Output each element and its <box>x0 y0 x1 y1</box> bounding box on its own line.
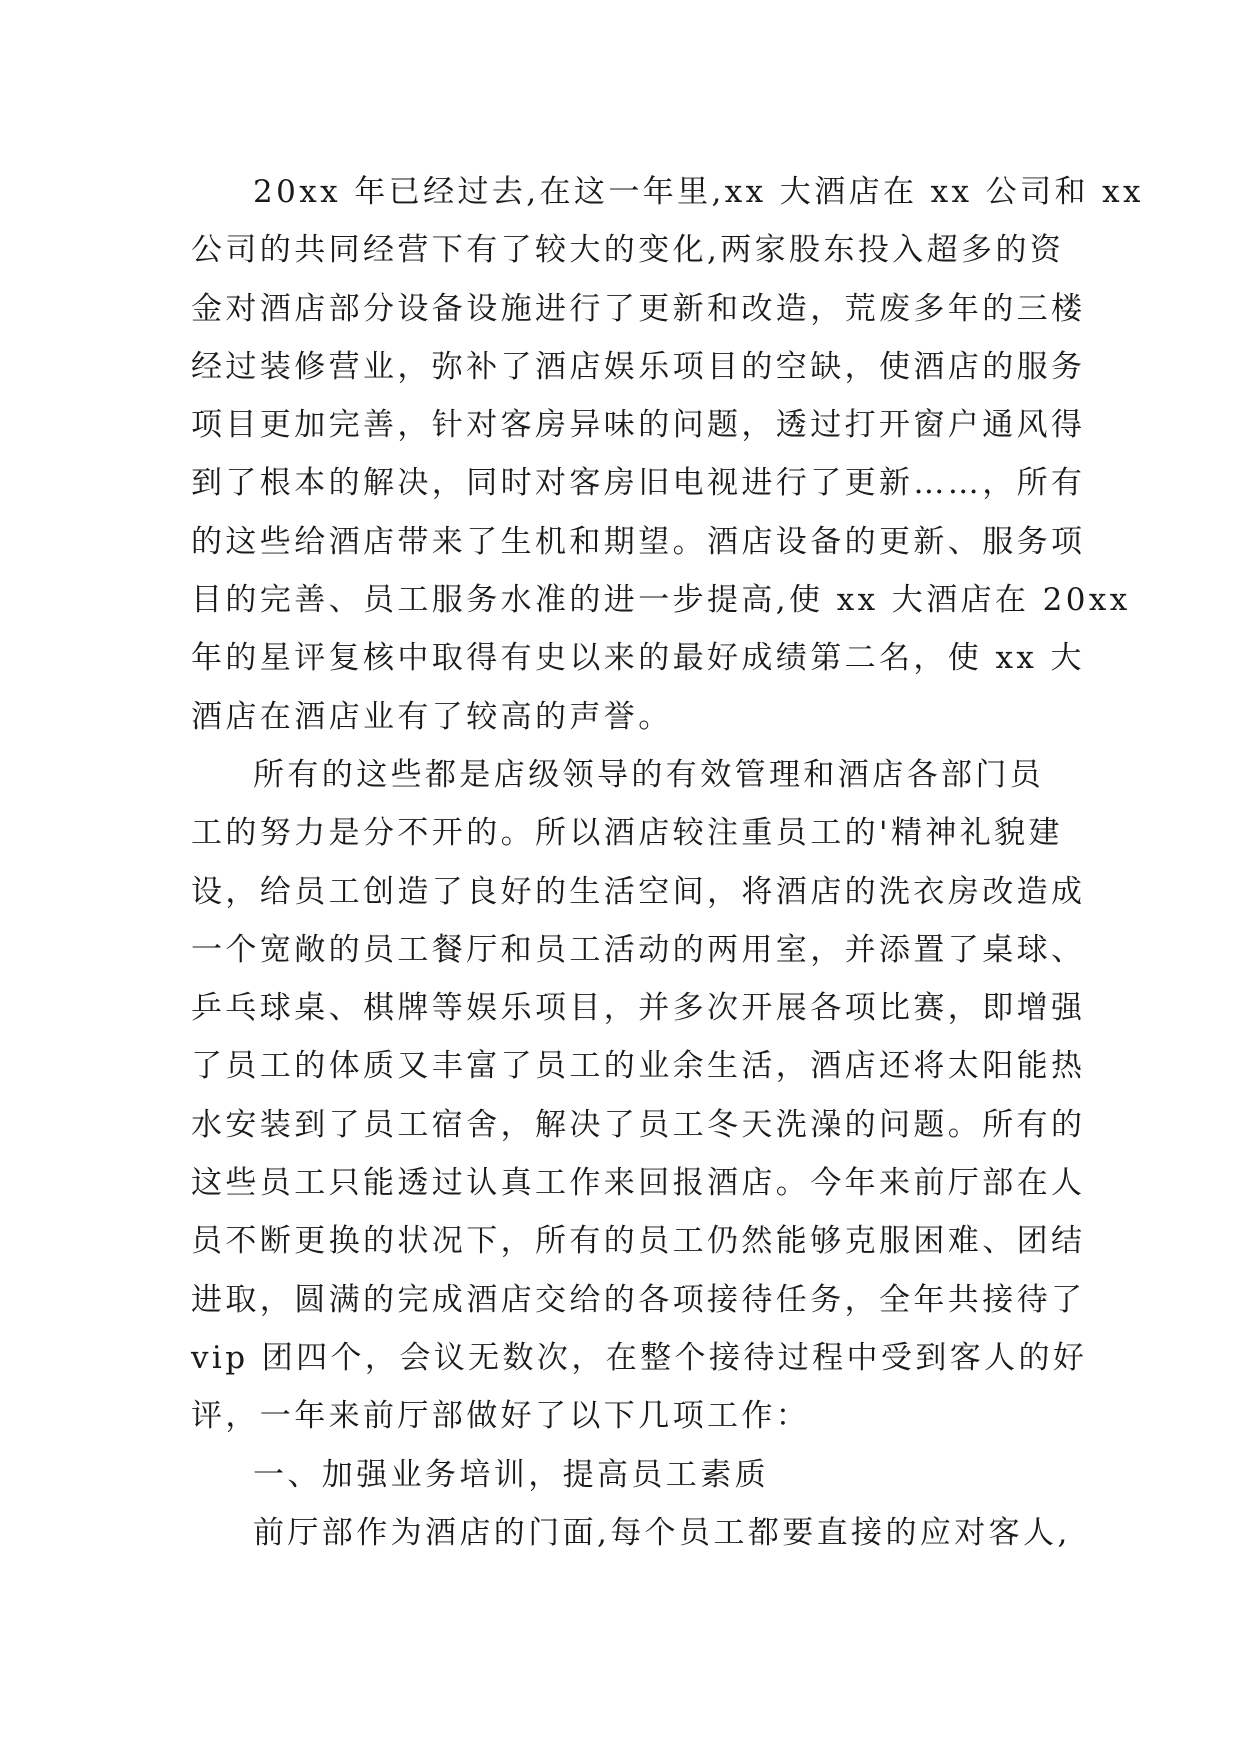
text-line: 酒店在酒店业有了较高的声誉。 <box>191 698 673 735</box>
text-line: 评，一年来前厅部做好了以下几项工作： <box>191 1398 811 1435</box>
text-line: 水安装到了员工宿舍，解决了员工冬天洗澡的问题。所有的 <box>191 1106 1086 1143</box>
text-line: 员不断更换的状况下，所有的员工仍然能够克服困难、团结 <box>191 1223 1086 1260</box>
text-line: 的这些给酒店带来了生机和期望。酒店设备的更新、服务项 <box>191 523 1086 560</box>
text-line: 经过装修营业，弥补了酒店娱乐项目的空缺，使酒店的服务 <box>191 348 1086 385</box>
text-line: 一个宽敞的员工餐厅和员工活动的两用室，并添置了桌球、 <box>191 931 1086 968</box>
text-line: 乒乓球桌、棋牌等娱乐项目，并多次开展各项比赛，即增强 <box>191 990 1086 1027</box>
text-line: 金对酒店部分设备设施进行了更新和改造，荒废多年的三楼 <box>191 290 1086 327</box>
text-line: 前厅部作为酒店的门面,每个员工都要直接的应对客人, <box>253 1514 1071 1551</box>
document-body <box>191 163 1144 1562</box>
text-line: 目的完善、员工服务水准的进一步提高,使 xx 大酒店在 20xx <box>191 582 1131 619</box>
text-line: 进取，圆满的完成酒店交给的各项接待任务，全年共接待了 <box>191 1281 1086 1318</box>
text-line: 这些员工只能透过认真工作来回报酒店。今年来前厅部在人 <box>191 1165 1086 1202</box>
text-line: 一、加强业务培训，提高员工素质 <box>253 1456 769 1493</box>
text-line: 项目更加完善，针对客房异味的问题，透过打开窗户通风得 <box>191 407 1086 444</box>
text-line: vip 团四个，会议无数次，在整个接待过程中受到客人的好 <box>191 1339 1088 1376</box>
text-line: 设，给员工创造了良好的生活空间，将酒店的洗衣房改造成 <box>191 873 1086 910</box>
text-line: 20xx 年已经过去,在这一年里,xx 大酒店在 xx 公司和 xx <box>253 174 1144 210</box>
text-line: 所有的这些都是店级领导的有效管理和酒店各部门员 <box>253 756 1045 793</box>
text-line: 公司的共同经营下有了较大的变化,两家股东投入超多的资 <box>191 232 1065 269</box>
text-line: 到了根本的解决，同时对客房旧电视进行了更新……，所有 <box>191 465 1086 502</box>
text-line: 年的星评复核中取得有史以来的最好成绩第二名，使 xx 大 <box>191 640 1085 677</box>
text-line: 了员工的体质又丰富了员工的业余生活，酒店还将太阳能热 <box>191 1048 1086 1085</box>
text-line: 工的努力是分不开的。所以酒店较注重员工的'精神礼貌建 <box>191 815 1063 852</box>
